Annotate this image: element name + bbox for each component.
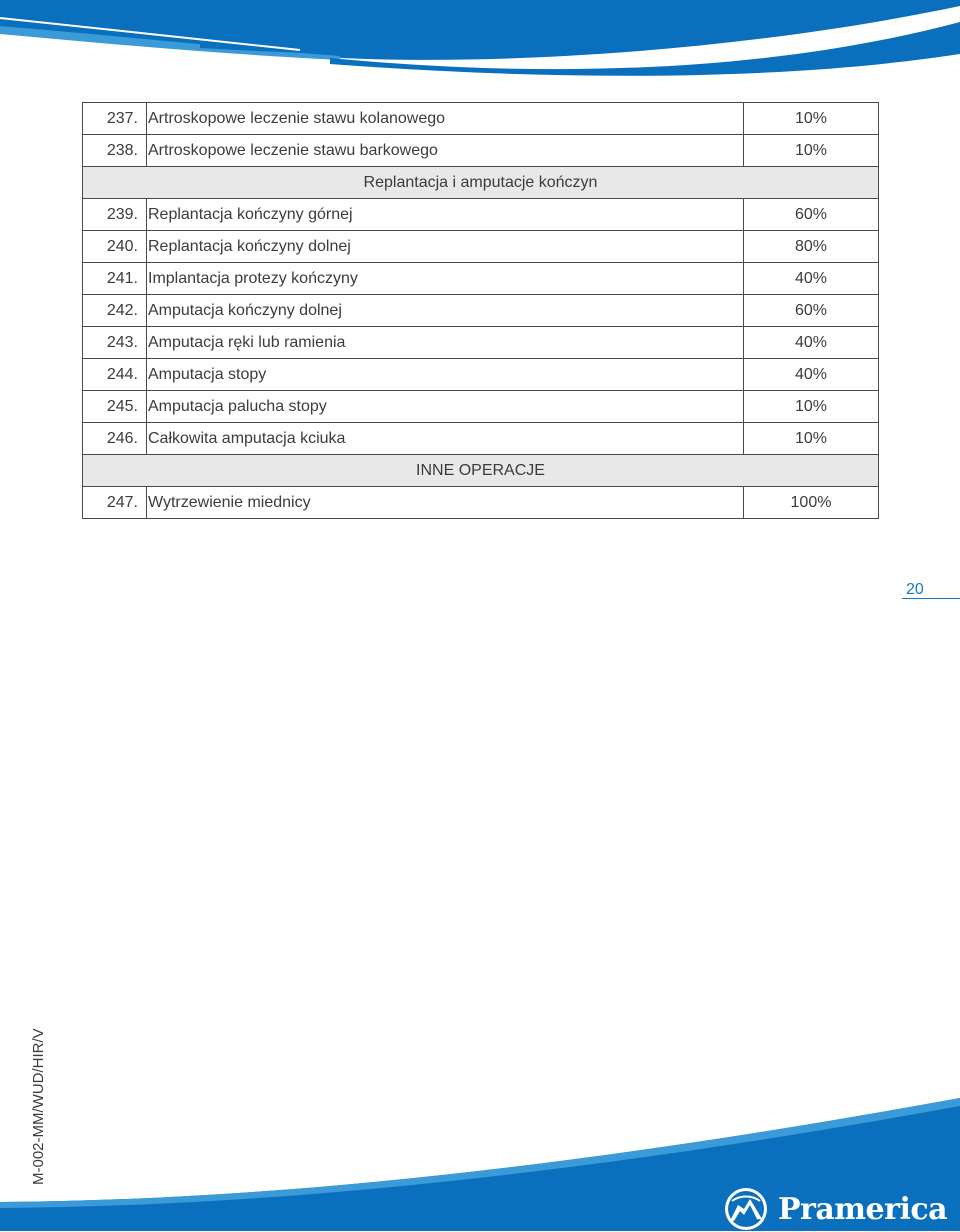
- item-number: 240.: [83, 231, 147, 263]
- table-row: [83, 135, 879, 167]
- table-row: [83, 327, 879, 359]
- table-row: [83, 359, 879, 391]
- item-percentage: 10%: [744, 391, 879, 423]
- item-name-text: Replantacja kończyny dolnej: [148, 237, 351, 255]
- table-row: [83, 263, 879, 295]
- section-header: INNE OPERACJE: [83, 455, 879, 487]
- item-name-text: Wytrzewienie miednicy: [148, 493, 311, 511]
- item-name-text: Artroskopowe leczenie stawu barkowego: [148, 141, 438, 159]
- item-percentage: 60%: [744, 199, 879, 231]
- item-name: [147, 103, 744, 135]
- item-number: 243.: [83, 327, 147, 359]
- item-percentage: 40%: [744, 359, 879, 391]
- page-number-underline: [902, 598, 960, 599]
- section-header: Replantacja i amputacje kończyn: [83, 167, 879, 199]
- item-name-text: Całkowita amputacja kciuka: [148, 429, 346, 447]
- table-row: [83, 423, 879, 455]
- item-name: [147, 423, 744, 455]
- item-number: 241.: [83, 263, 147, 295]
- table-row: [83, 199, 879, 231]
- item-percentage: 10%: [744, 103, 879, 135]
- item-percentage: 10%: [744, 423, 879, 455]
- item-name: [147, 135, 744, 167]
- table-row: [83, 487, 879, 519]
- table-row: [83, 231, 879, 263]
- item-percentage: 40%: [744, 263, 879, 295]
- item-name: [147, 359, 744, 391]
- item-name: [147, 327, 744, 359]
- item-number: 238.: [83, 135, 147, 167]
- document-code: M-002-MM/WUD/HIR/V: [30, 1028, 47, 1185]
- item-number: 247.: [83, 487, 147, 519]
- item-number: 244.: [83, 359, 147, 391]
- item-number: 237.: [83, 103, 147, 135]
- item-name: [147, 487, 744, 519]
- section-header-row: [83, 167, 879, 199]
- item-number: 245.: [83, 391, 147, 423]
- item-percentage: 80%: [744, 231, 879, 263]
- item-percentage: 10%: [744, 135, 879, 167]
- item-percentage: 60%: [744, 295, 879, 327]
- item-number: 242.: [83, 295, 147, 327]
- section-header-row: [83, 455, 879, 487]
- item-name-text: Artroskopowe leczenie stawu kolanowego: [148, 109, 446, 127]
- item-number: 246.: [83, 423, 147, 455]
- pramerica-logo: [724, 1186, 947, 1232]
- item-name: [147, 391, 744, 423]
- brand-name: Pramerica: [778, 1191, 948, 1227]
- table-row: [83, 295, 879, 327]
- item-name-text: Implantacja protezy kończyny: [148, 269, 358, 287]
- item-name: [147, 231, 744, 263]
- table-row: [83, 391, 879, 423]
- item-number: 239.: [83, 199, 147, 231]
- item-name-text: Amputacja kończyny dolnej: [148, 301, 342, 319]
- item-name-text: Amputacja ręki lub ramienia: [148, 333, 346, 351]
- item-name: [147, 263, 744, 295]
- item-percentage: 40%: [744, 327, 879, 359]
- benefits-table: [82, 102, 879, 519]
- item-name-text: Amputacja stopy: [148, 365, 267, 383]
- item-name: [147, 199, 744, 231]
- table-row: [83, 103, 879, 135]
- rock-logo-icon: [724, 1187, 768, 1231]
- item-name-text: Amputacja palucha stopy: [148, 397, 327, 415]
- page-number: 20: [906, 581, 924, 598]
- top-banner: [0, 0, 960, 90]
- item-percentage: 100%: [744, 487, 879, 519]
- item-name-text: Replantacja kończyny górnej: [148, 205, 353, 223]
- item-name: [147, 295, 744, 327]
